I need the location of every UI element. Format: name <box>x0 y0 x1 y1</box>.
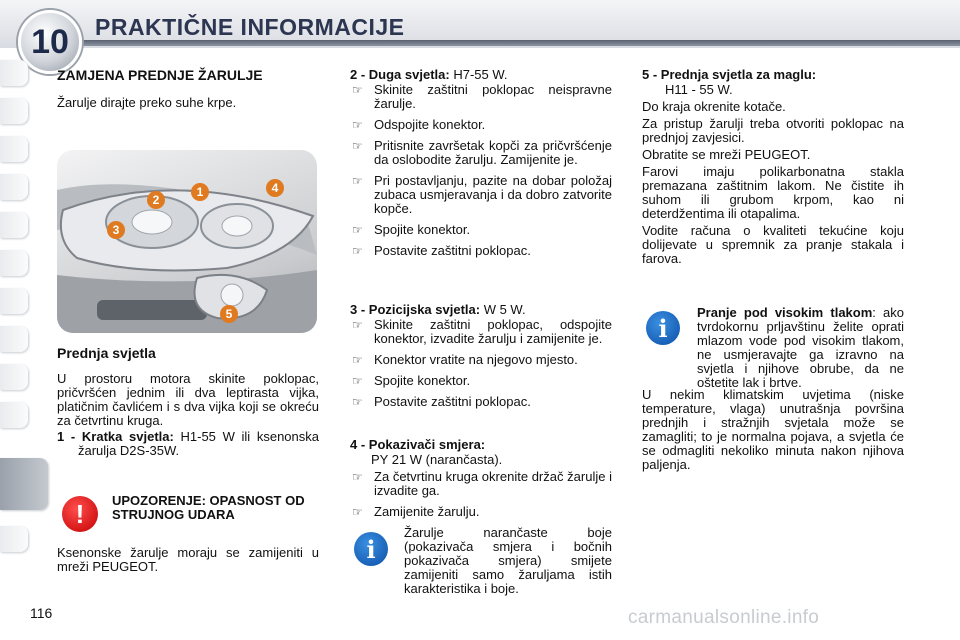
pointing-hand-icon: ☞ <box>352 244 363 258</box>
warning-title: UPOZORENJE: OPASNOST OD STRUJNOG UDARA <box>112 493 305 522</box>
pointing-hand-icon: ☞ <box>352 223 363 237</box>
list-item <box>350 353 612 367</box>
headlight-illustration <box>57 150 317 333</box>
pointing-hand-icon: ☞ <box>352 505 363 519</box>
step-text: Konektor vratite na njegovo mjesto. <box>374 352 578 367</box>
list-item <box>350 244 612 258</box>
pointing-hand-icon: ☞ <box>352 470 363 484</box>
step-text: Skinite zaštitni poklopac, odspojite konektor, izvadite žarulju i zamijenite je. <box>374 317 612 346</box>
side-tab[interactable] <box>0 98 28 124</box>
chapter-number-badge: 10 <box>18 10 82 74</box>
warning-box <box>112 494 319 522</box>
step-text: Zamijenite žarulju. <box>374 504 480 519</box>
column-2-high-beam <box>350 68 612 258</box>
side-tab[interactable] <box>0 60 28 86</box>
info-icon: i <box>646 311 680 345</box>
step-text: Odspojite konektor. <box>374 117 486 132</box>
step-text: Pritisnite završetak kopči za pričvršćenje da oslobodite žarulju. Zamijenite je. <box>374 138 612 167</box>
step-text: Za četvrtinu kruga okrenite držač žarulje i izvadite ga. <box>374 469 612 498</box>
step-text: Spojite konektor. <box>374 373 471 388</box>
side-tab[interactable] <box>0 364 28 390</box>
side-tab[interactable] <box>0 326 28 352</box>
column-2-sidelights <box>350 303 612 409</box>
condensation-note <box>642 388 904 472</box>
list-item <box>350 223 612 237</box>
column-3-fog-lamps <box>642 68 904 266</box>
list-item <box>350 374 612 388</box>
pointing-hand-icon: ☞ <box>352 174 363 188</box>
callout-2: 2 <box>147 191 165 209</box>
pointing-hand-icon: ☞ <box>352 374 363 388</box>
section-heading: ZAMJENA PREDNJE ŽARULJE <box>57 67 263 83</box>
fog-lamps-label: 5 - Prednja svjetla za maglu: <box>642 67 817 82</box>
fog-lamps-value: H11 - 55 W. <box>665 82 733 97</box>
callout-4: 4 <box>266 179 284 197</box>
fog-lamps-paragraph: Za pristup žarulji treba otvoriti poklopac na prednjoj zavjesici. <box>642 116 904 145</box>
pressure-wash-text: ako tvrdokornu prljavštinu želite oprati mlazom vode pod visokim tlakom, ne usmjeravajte ga izravno na svjetla i njihove obrube, da ne oštetite lak i brtve. <box>697 305 904 390</box>
pointing-hand-icon: ☞ <box>352 118 363 132</box>
step-text: Pri postavljanju, pazite na dobar položaj zubaca usmjeravanja i da dobro zatvorite kopče. <box>374 173 612 216</box>
headlight-photo <box>57 150 317 333</box>
side-tab[interactable] <box>0 174 28 200</box>
pressure-wash-info-box: Pranje pod visokim tlakom: ako tvrdokornu prljavštinu želite oprati mlazom vode pod visokim tlakom, ne usmjeravajte ga izravno na svjetla i njihove obrube, da ne oštetite lak i brtve. <box>697 305 904 390</box>
list-item <box>350 174 612 216</box>
pointing-hand-icon: ☞ <box>352 353 363 367</box>
side-tab[interactable] <box>0 250 28 276</box>
warning-icon: ! <box>62 496 98 532</box>
high-beam-label: 2 - Duga svjetla: <box>350 67 450 82</box>
side-tab[interactable] <box>0 526 28 552</box>
indicators-info-box <box>404 526 612 596</box>
step-text: Spojite konektor. <box>374 222 471 237</box>
list-item <box>350 83 612 111</box>
headlights-section <box>57 346 319 458</box>
dipped-beam-item <box>57 430 319 458</box>
callout-1: 1 <box>191 183 209 201</box>
step-text: Postavite zaštitni poklopac. <box>374 243 531 258</box>
column-1 <box>57 68 319 110</box>
dipped-beam-label: 1 - Kratka svjetla: <box>57 429 174 444</box>
headlights-paragraph: U prostoru motora skinite poklopac, pričvršćen jednim ili dva leptirasta vijka, platičnim čavlićem i s dva vijka koji se okreću za četvrtinu kruga. <box>57 371 319 428</box>
fog-lamps-paragraph: Obratite se mreži PEUGEOT. <box>642 147 811 162</box>
step-text: Postavite zaštitni poklopac. <box>374 394 531 409</box>
indicators-info-text: Žarulje narančaste boje (pokazivača smjera i bočnih pokazivača smjera) smijete zamijeniti samo žaruljama istih karakteristika i boje. <box>404 525 612 596</box>
high-beam-value: H7-55 W. <box>453 67 508 82</box>
list-item <box>350 395 612 409</box>
info-icon: i <box>354 532 388 566</box>
sidelights-value: W 5 W. <box>483 302 526 317</box>
list-item <box>350 318 612 346</box>
indicators-label: 4 - Pokazivači smjera: <box>350 437 486 452</box>
sidelights-label: 3 - Pozicijska svjetla: <box>350 302 481 317</box>
list-item <box>350 139 612 167</box>
pressure-wash-title: Pranje pod visokim tlakom <box>697 305 873 320</box>
page-number: 116 <box>30 605 53 621</box>
side-tab[interactable] <box>0 136 28 162</box>
pointing-hand-icon: ☞ <box>352 395 363 409</box>
fog-lamps-paragraph: Farovi imaju polikarbonatna stakla premazana zaštitnim lakom. Ne čistite ih suhom ili grubom krpom, kao ni deterdžentima ili otapalima. <box>642 164 904 221</box>
pointing-hand-icon: ☞ <box>352 318 363 332</box>
callout-3: 3 <box>107 221 125 239</box>
pointing-hand-icon: ☞ <box>352 139 363 153</box>
chapter-title: PRAKTIČNE INFORMACIJE <box>95 14 405 40</box>
intro-text: Žarulje dirajte preko suhe krpe. <box>57 95 237 110</box>
condensation-text: U nekim klimatskim uvjetima (niske temperature, vlaga) unutrašnja površina prednjih i stražnjih svjetala može se zamagliti; to je normalna pojava, a svjetla će se odmagliti nekoliko minuta nakon njihova paljenja. <box>642 387 904 472</box>
pointing-hand-icon: ☞ <box>352 83 363 97</box>
side-tab[interactable] <box>0 288 28 314</box>
side-tab[interactable] <box>0 402 28 428</box>
warning-text-block <box>57 546 319 574</box>
column-2-indicators <box>350 438 612 519</box>
watermark: carmanualsonline.info <box>628 607 820 628</box>
fog-lamps-paragraph: Do kraja okrenite kotače. <box>642 99 786 114</box>
warning-text: Ksenonske žarulje moraju se zamijeniti u mreži PEUGEOT. <box>57 545 319 574</box>
callout-5: 5 <box>220 305 238 323</box>
dipped-beam-text: H1-55 W ili ksenonska žarulja D2S-35W. <box>78 429 319 458</box>
list-item <box>350 470 612 498</box>
step-text: Skinite zaštitni poklopac neispravne žarulje. <box>374 82 612 111</box>
fog-lamps-paragraph: Vodite računa o kvaliteti tekućine koju dolijevate u spremnik za pranje stakala i farova. <box>642 223 904 266</box>
subsection-heading: Prednja svjetla <box>57 345 156 361</box>
list-item <box>350 118 612 132</box>
side-tab[interactable] <box>0 212 28 238</box>
list-item <box>350 505 612 519</box>
side-tab-active[interactable] <box>0 458 48 510</box>
indicators-value: PY 21 W (narančasta). <box>371 452 503 467</box>
